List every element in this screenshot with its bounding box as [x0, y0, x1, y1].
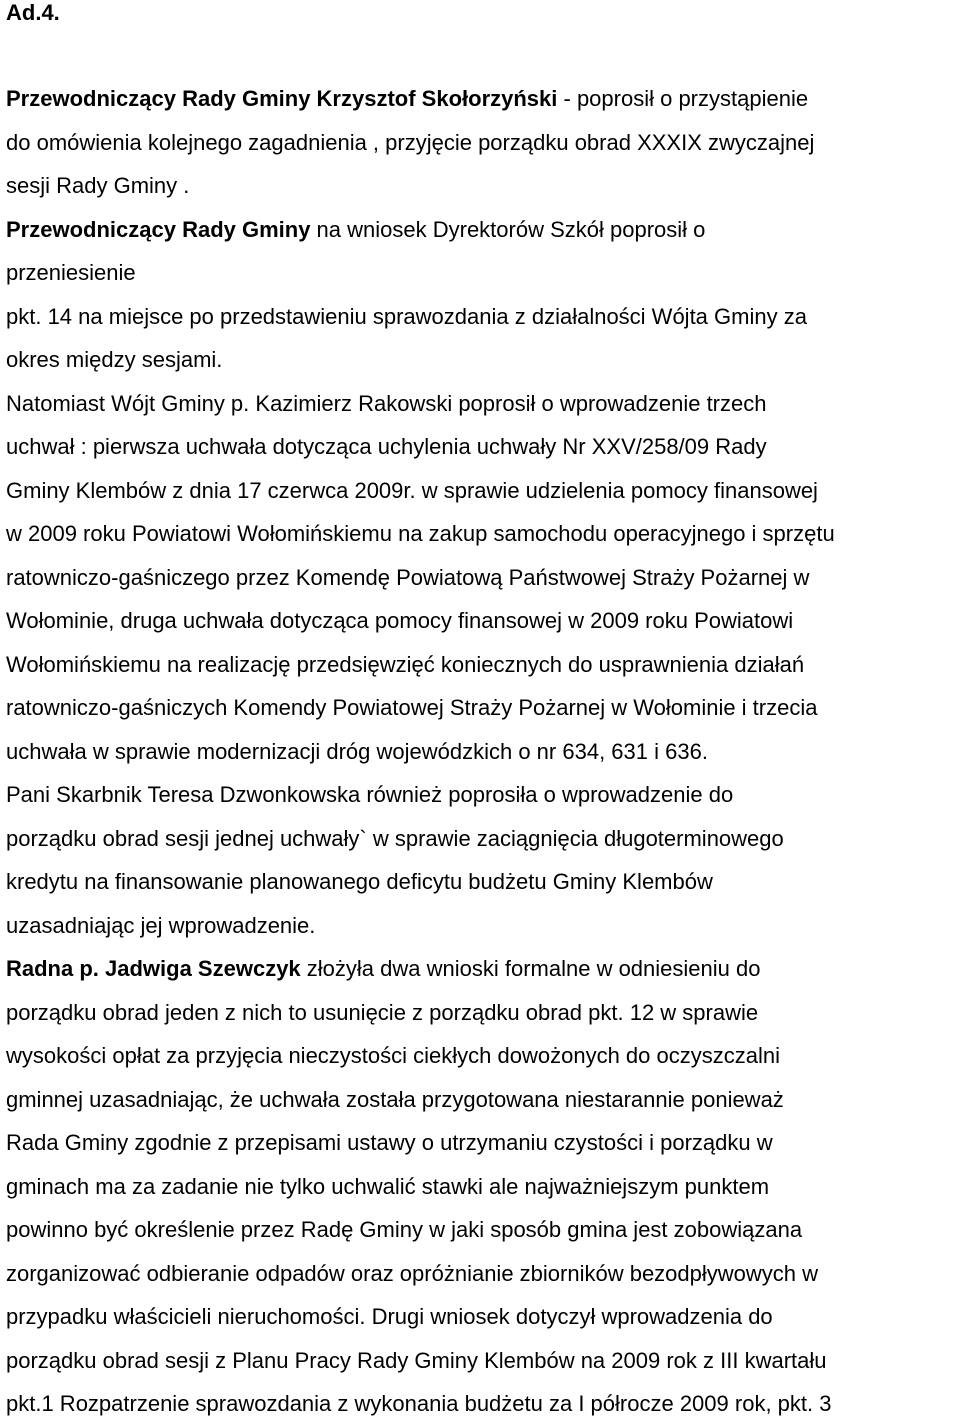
text-line [6, 86, 808, 112]
text-run: porządku obrad sesji z Planu Pracy Rady Gminy Klembów na 2009 rok z III kwartału [6, 1348, 827, 1373]
text-line [6, 260, 136, 286]
text-run: ratowniczo-gaśniczego przez Komendę Powiatową Państwowej Straży Pożarnej w [6, 565, 810, 590]
text-line [6, 782, 733, 808]
text-line [6, 1261, 818, 1287]
text-line [6, 565, 809, 591]
text-run: kredytu na finansowanie planowanego deficytu budżetu Gminy Klembów [6, 869, 713, 894]
text-line [6, 1391, 831, 1417]
text-line [6, 869, 713, 895]
text-run: sesji Rady Gminy . [6, 173, 190, 198]
text-run: - poprosił o przystąpienie [557, 86, 809, 111]
text-line [6, 956, 760, 982]
text-run: gminnej uzasadniając, że uchwała została przygotowana niestarannie ponieważ [6, 1087, 784, 1112]
text-line [6, 1000, 758, 1026]
text-line [6, 826, 784, 852]
text-line [6, 130, 814, 156]
text-line [6, 521, 835, 547]
text-run: ratowniczo-gaśniczych Komendy Powiatowej Straży Pożarnej w Wołominie i trzecia [6, 695, 818, 720]
text-run: okres między sesjami. [6, 347, 223, 372]
text-line [6, 1217, 802, 1243]
text-line [6, 391, 766, 417]
text-line [6, 347, 222, 373]
text-run: zorganizować odbieranie odpadów oraz opróżnianie zbiorników bezodpływowych w [6, 1261, 819, 1286]
text-line [6, 478, 818, 504]
text-run: wysokości opłat za przyjęcia nieczystości ciekłych dowożonych do oczyszczalni [6, 1043, 780, 1068]
text-line [6, 1348, 827, 1374]
text-run: gminach ma za zadanie nie tylko uchwalić stawki ale najważniejszym punktem [6, 1174, 770, 1199]
text-line [6, 1130, 773, 1156]
text-line [6, 434, 767, 460]
text-line [6, 217, 705, 243]
text-line [6, 304, 807, 330]
text-run: Wołomińskiemu na realizację przedsięwzięć koniecznych do usprawnienia działań [6, 652, 805, 677]
text-line [6, 608, 793, 634]
text-line [6, 652, 804, 678]
text-run: pkt.1 Rozpatrzenie sprawozdania z wykonania budżetu za I półrocze 2009 rok, pkt. 3 [6, 1391, 832, 1416]
text-run: Gminy Klembów z dnia 17 czerwca 2009r. w sprawie udzielenia pomocy finansowej [6, 478, 818, 503]
text-run: przypadku właścicieli nieruchomości. Drugi wniosek dotyczył wprowadzenia do [6, 1304, 773, 1329]
text-line [6, 1304, 773, 1330]
text-run: przeniesienie [6, 260, 136, 285]
text-run: na wniosek Dyrektorów Szkół poprosił o [310, 217, 706, 242]
section-heading: Ad.4. [6, 0, 60, 25]
text-run: uchwała w sprawie modernizacji dróg wojewódzkich o nr 634, 631 i 636. [6, 739, 708, 764]
text-line [6, 739, 708, 765]
bold-text-run: Przewodniczący Rady Gminy Krzysztof Skołorzyński [6, 86, 558, 111]
text-run: Wołominie, druga uchwała dotycząca pomocy finansowej w 2009 roku Powiatowi [6, 608, 794, 633]
text-line [6, 1043, 780, 1069]
text-run: pkt. 14 na miejsce po przedstawieniu sprawozdania z działalności Wójta Gminy za [6, 304, 807, 329]
text-run: porządku obrad jeden z nich to usunięcie z porządku obrad pkt. 12 w sprawie [6, 1000, 759, 1025]
text-run: uchwał : pierwsza uchwała dotycząca uchylenia uchwały Nr XXV/258/09 Rady [6, 434, 767, 459]
bold-text-run: Radna p. Jadwiga Szewczyk [6, 956, 301, 981]
text-run: złożyła dwa wnioski formalne w odniesieniu do [300, 956, 761, 981]
text-line [6, 913, 315, 939]
text-run: uzasadniając jej wprowadzenie. [6, 913, 316, 938]
text-run: w 2009 roku Powiatowi Wołomińskiemu na zakup samochodu operacyjnego i sprzętu [6, 521, 835, 546]
text-run: Rada Gminy zgodnie z przepisami ustawy o utrzymaniu czystości i porządku w [6, 1130, 773, 1155]
text-line [6, 1174, 769, 1200]
text-run: Natomiast Wójt Gminy p. Kazimierz Rakowski poprosił o wprowadzenie trzech [6, 391, 767, 416]
text-line [6, 173, 189, 199]
text-run: porządku obrad sesji jednej uchwały` w sprawie zaciągnięcia długoterminowego [6, 826, 784, 851]
bold-text-run: Przewodniczący Rady Gminy [6, 217, 311, 242]
text-run: do omówienia kolejnego zagadnienia , przyjęcie porządku obrad XXXIX zwyczajnej [6, 130, 815, 155]
text-line [6, 695, 817, 721]
text-run: Pani Skarbnik Teresa Dzwonkowska również poprosiła o wprowadzenie do [6, 782, 734, 807]
text-run: powinno być określenie przez Radę Gminy w jaki sposób gmina jest zobowiązana [6, 1217, 803, 1242]
text-line [6, 1087, 784, 1113]
